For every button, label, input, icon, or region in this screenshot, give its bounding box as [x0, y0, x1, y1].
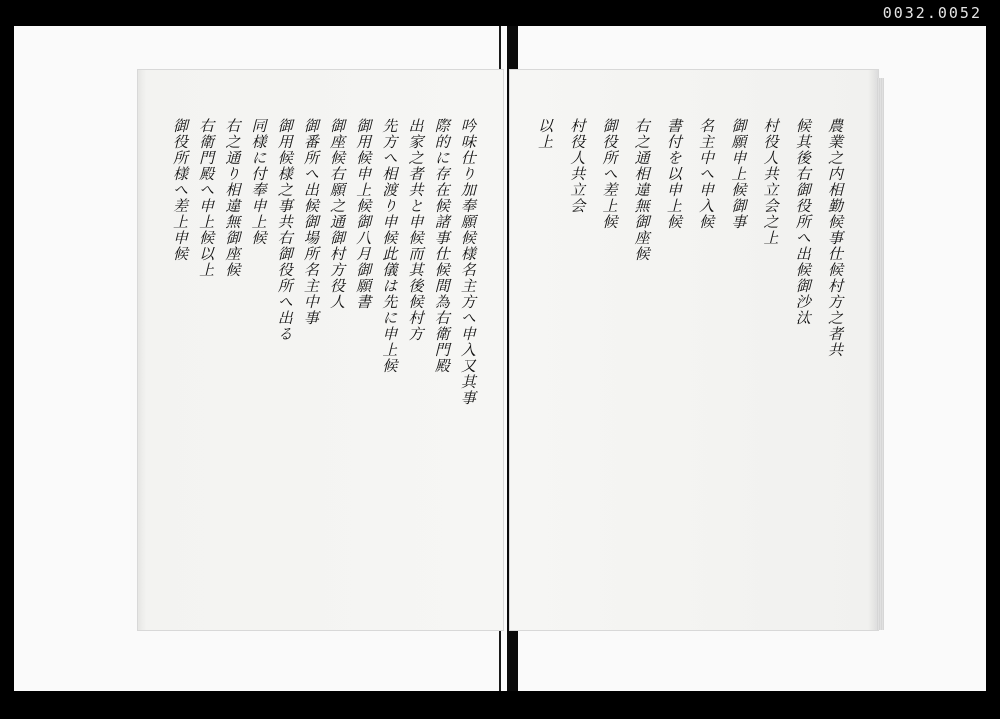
frame-number: 0032.0052 — [882, 4, 982, 22]
text-column: 御番所へ出候御場所名主中事 — [301, 118, 320, 326]
page-stack-edge — [876, 78, 884, 630]
text-column: 御願申上候御事 — [729, 118, 748, 230]
text-column: 同様に付奉申上候 — [249, 118, 268, 246]
text-column: 名主中へ申入候 — [697, 118, 716, 230]
text-column: 候其後右御役所へ出候御沙汰 — [793, 118, 812, 326]
text-column: 右之通相違無御座候 — [632, 118, 651, 262]
text-column: 右之通り相違無御座候 — [223, 118, 242, 278]
text-column: 御役所へ差上候 — [600, 118, 619, 230]
text-column: 村役人共立会 — [568, 118, 587, 214]
text-column: 右衛門殿へ申上候以上 — [197, 118, 216, 278]
text-column: 御用候様之事共右御役所へ出る — [275, 118, 294, 342]
text-column: 以上 — [536, 118, 554, 150]
text-column: 吟味仕り加奉願候様名主方へ申入又其事 — [458, 118, 477, 406]
text-column: 御役所様へ差上申候 — [171, 118, 189, 262]
text-column: 書付を以申上候 — [664, 118, 683, 230]
text-column: 御座候右願之通御村方役人 — [328, 118, 347, 310]
text-column: 際的に存在候諸事仕候間為右衛門殿 — [432, 118, 451, 374]
right-page-text — [535, 118, 845, 608]
text-column: 村役人共立会之上 — [761, 118, 780, 246]
text-column: 先方へ相渡り申候此儀は先に申上候 — [380, 118, 399, 374]
text-column: 出家之者共と申候而其後候村方 — [406, 118, 425, 342]
text-column: 御用候申上候御八月御願書 — [354, 118, 373, 310]
text-column: 農業之内相勤候事仕候村方之者共 — [825, 118, 844, 358]
left-page-text — [170, 118, 478, 608]
